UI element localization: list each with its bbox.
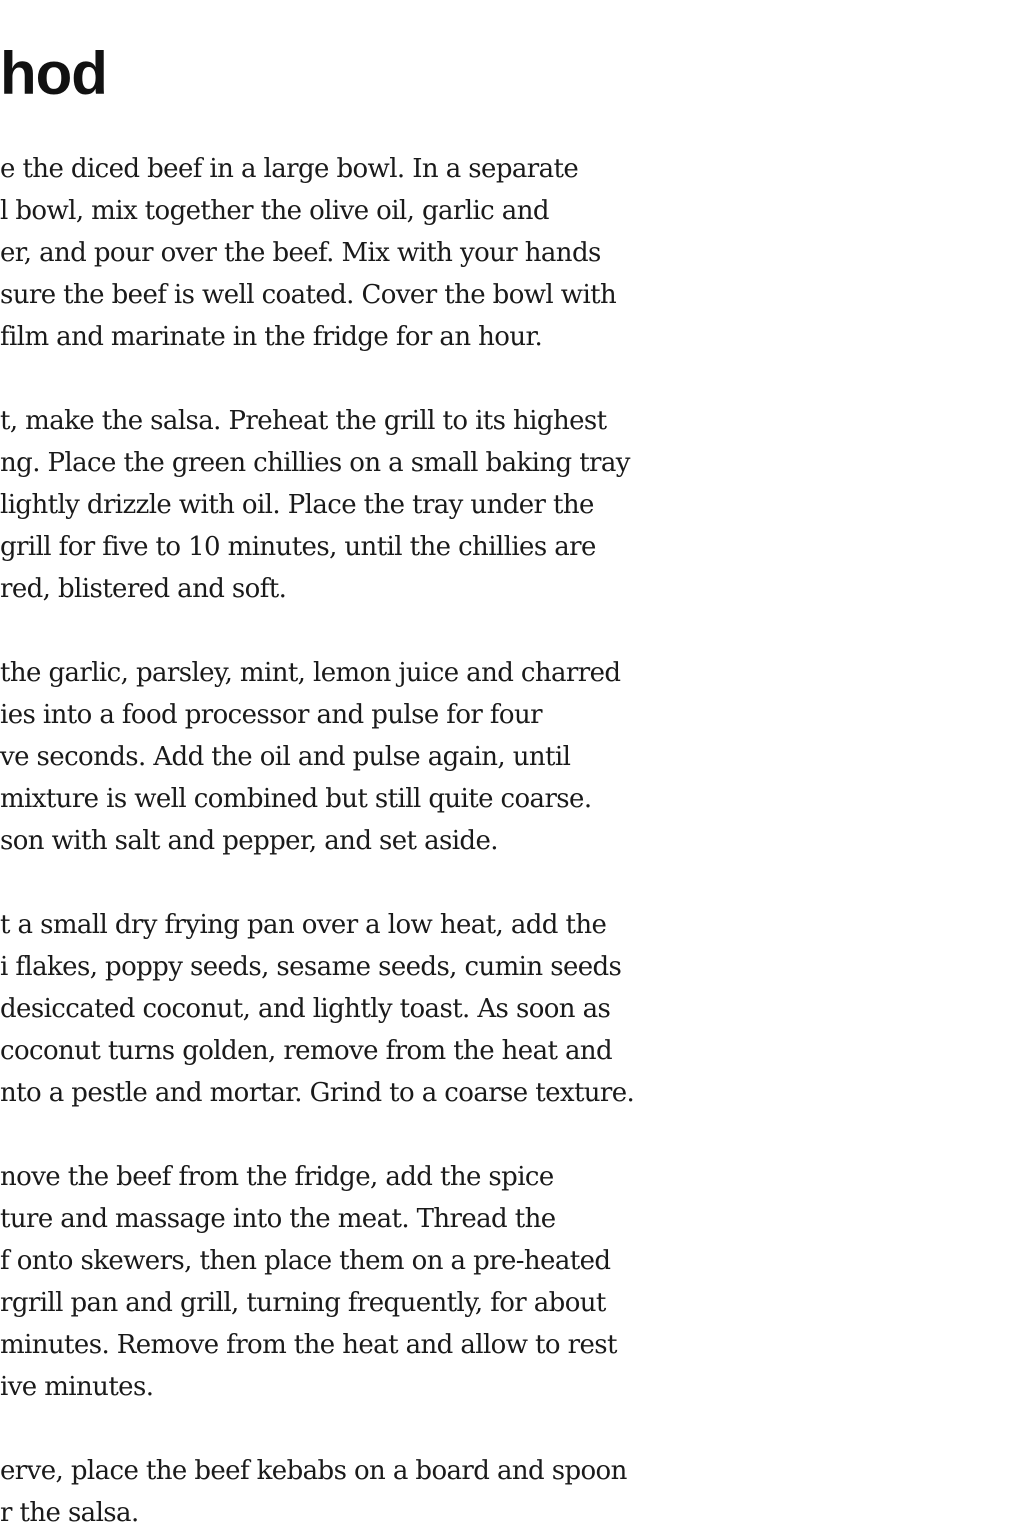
step-2-line-1: t, make the salsa. Preheat the grill to its highest — [0, 406, 607, 436]
step-5-line-1: nove the beef from the fridge, add the spice — [0, 1162, 554, 1192]
step-4-line-3: desiccated coconut, and lightly toast. As soon as — [0, 994, 611, 1024]
method-step-3 — [0, 652, 620, 862]
step-3-line-1: the garlic, parsley, mint, lemon juice and charred — [0, 658, 621, 688]
method-step-2 — [0, 400, 630, 610]
step-3-line-4: mixture is well combined but still quite coarse. — [0, 784, 592, 814]
step-6-line-2: r the salsa. — [0, 1498, 139, 1528]
step-1-line-5: film and marinate in the fridge for an hour. — [0, 322, 543, 352]
method-step-4 — [0, 904, 634, 1114]
step-5-line-5: minutes. Remove from the heat and allow to rest — [0, 1330, 617, 1360]
step-2-line-4: grill for five to 10 minutes, until the chillies are — [0, 532, 596, 562]
step-5-line-2: ture and massage into the meat. Thread the — [0, 1204, 556, 1234]
step-3-line-5: son with salt and pepper, and set aside. — [0, 826, 498, 856]
step-2-line-3: lightly drizzle with oil. Place the tray under the — [0, 490, 594, 520]
step-1-line-4: sure the beef is well coated. Cover the bowl with — [0, 280, 617, 310]
step-1-line-1: e the diced beef in a large bowl. In a separate — [0, 154, 579, 184]
step-5-line-3: f onto skewers, then place them on a pre-heated — [0, 1246, 611, 1276]
step-5-line-4: rgrill pan and grill, turning frequently, for about — [0, 1288, 606, 1318]
step-4-line-1: t a small dry frying pan over a low heat, add the — [0, 910, 607, 940]
method-step-6 — [0, 1450, 627, 1534]
method-step-5 — [0, 1156, 617, 1408]
step-3-line-3: ve seconds. Add the oil and pulse again, until — [0, 742, 571, 772]
step-1-line-2: l bowl, mix together the olive oil, garlic and — [0, 196, 549, 226]
step-4-line-2: i flakes, poppy seeds, sesame seeds, cumin seeds — [0, 952, 622, 982]
step-4-line-5: nto a pestle and mortar. Grind to a coarse texture. — [0, 1078, 635, 1108]
step-6-line-1: erve, place the beef kebabs on a board and spoon — [0, 1456, 627, 1486]
step-2-line-5: red, blistered and soft. — [0, 574, 287, 604]
method-step-1 — [0, 148, 616, 358]
step-1-line-3: er, and pour over the beef. Mix with your hands — [0, 238, 601, 268]
method-heading: hod — [0, 40, 107, 107]
step-2-line-2: ng. Place the green chillies on a small baking tray — [0, 448, 630, 478]
step-5-line-6: ive minutes. — [0, 1372, 154, 1402]
step-3-line-2: ies into a food processor and pulse for four — [0, 700, 542, 730]
step-4-line-4: coconut turns golden, remove from the heat and — [0, 1036, 613, 1066]
